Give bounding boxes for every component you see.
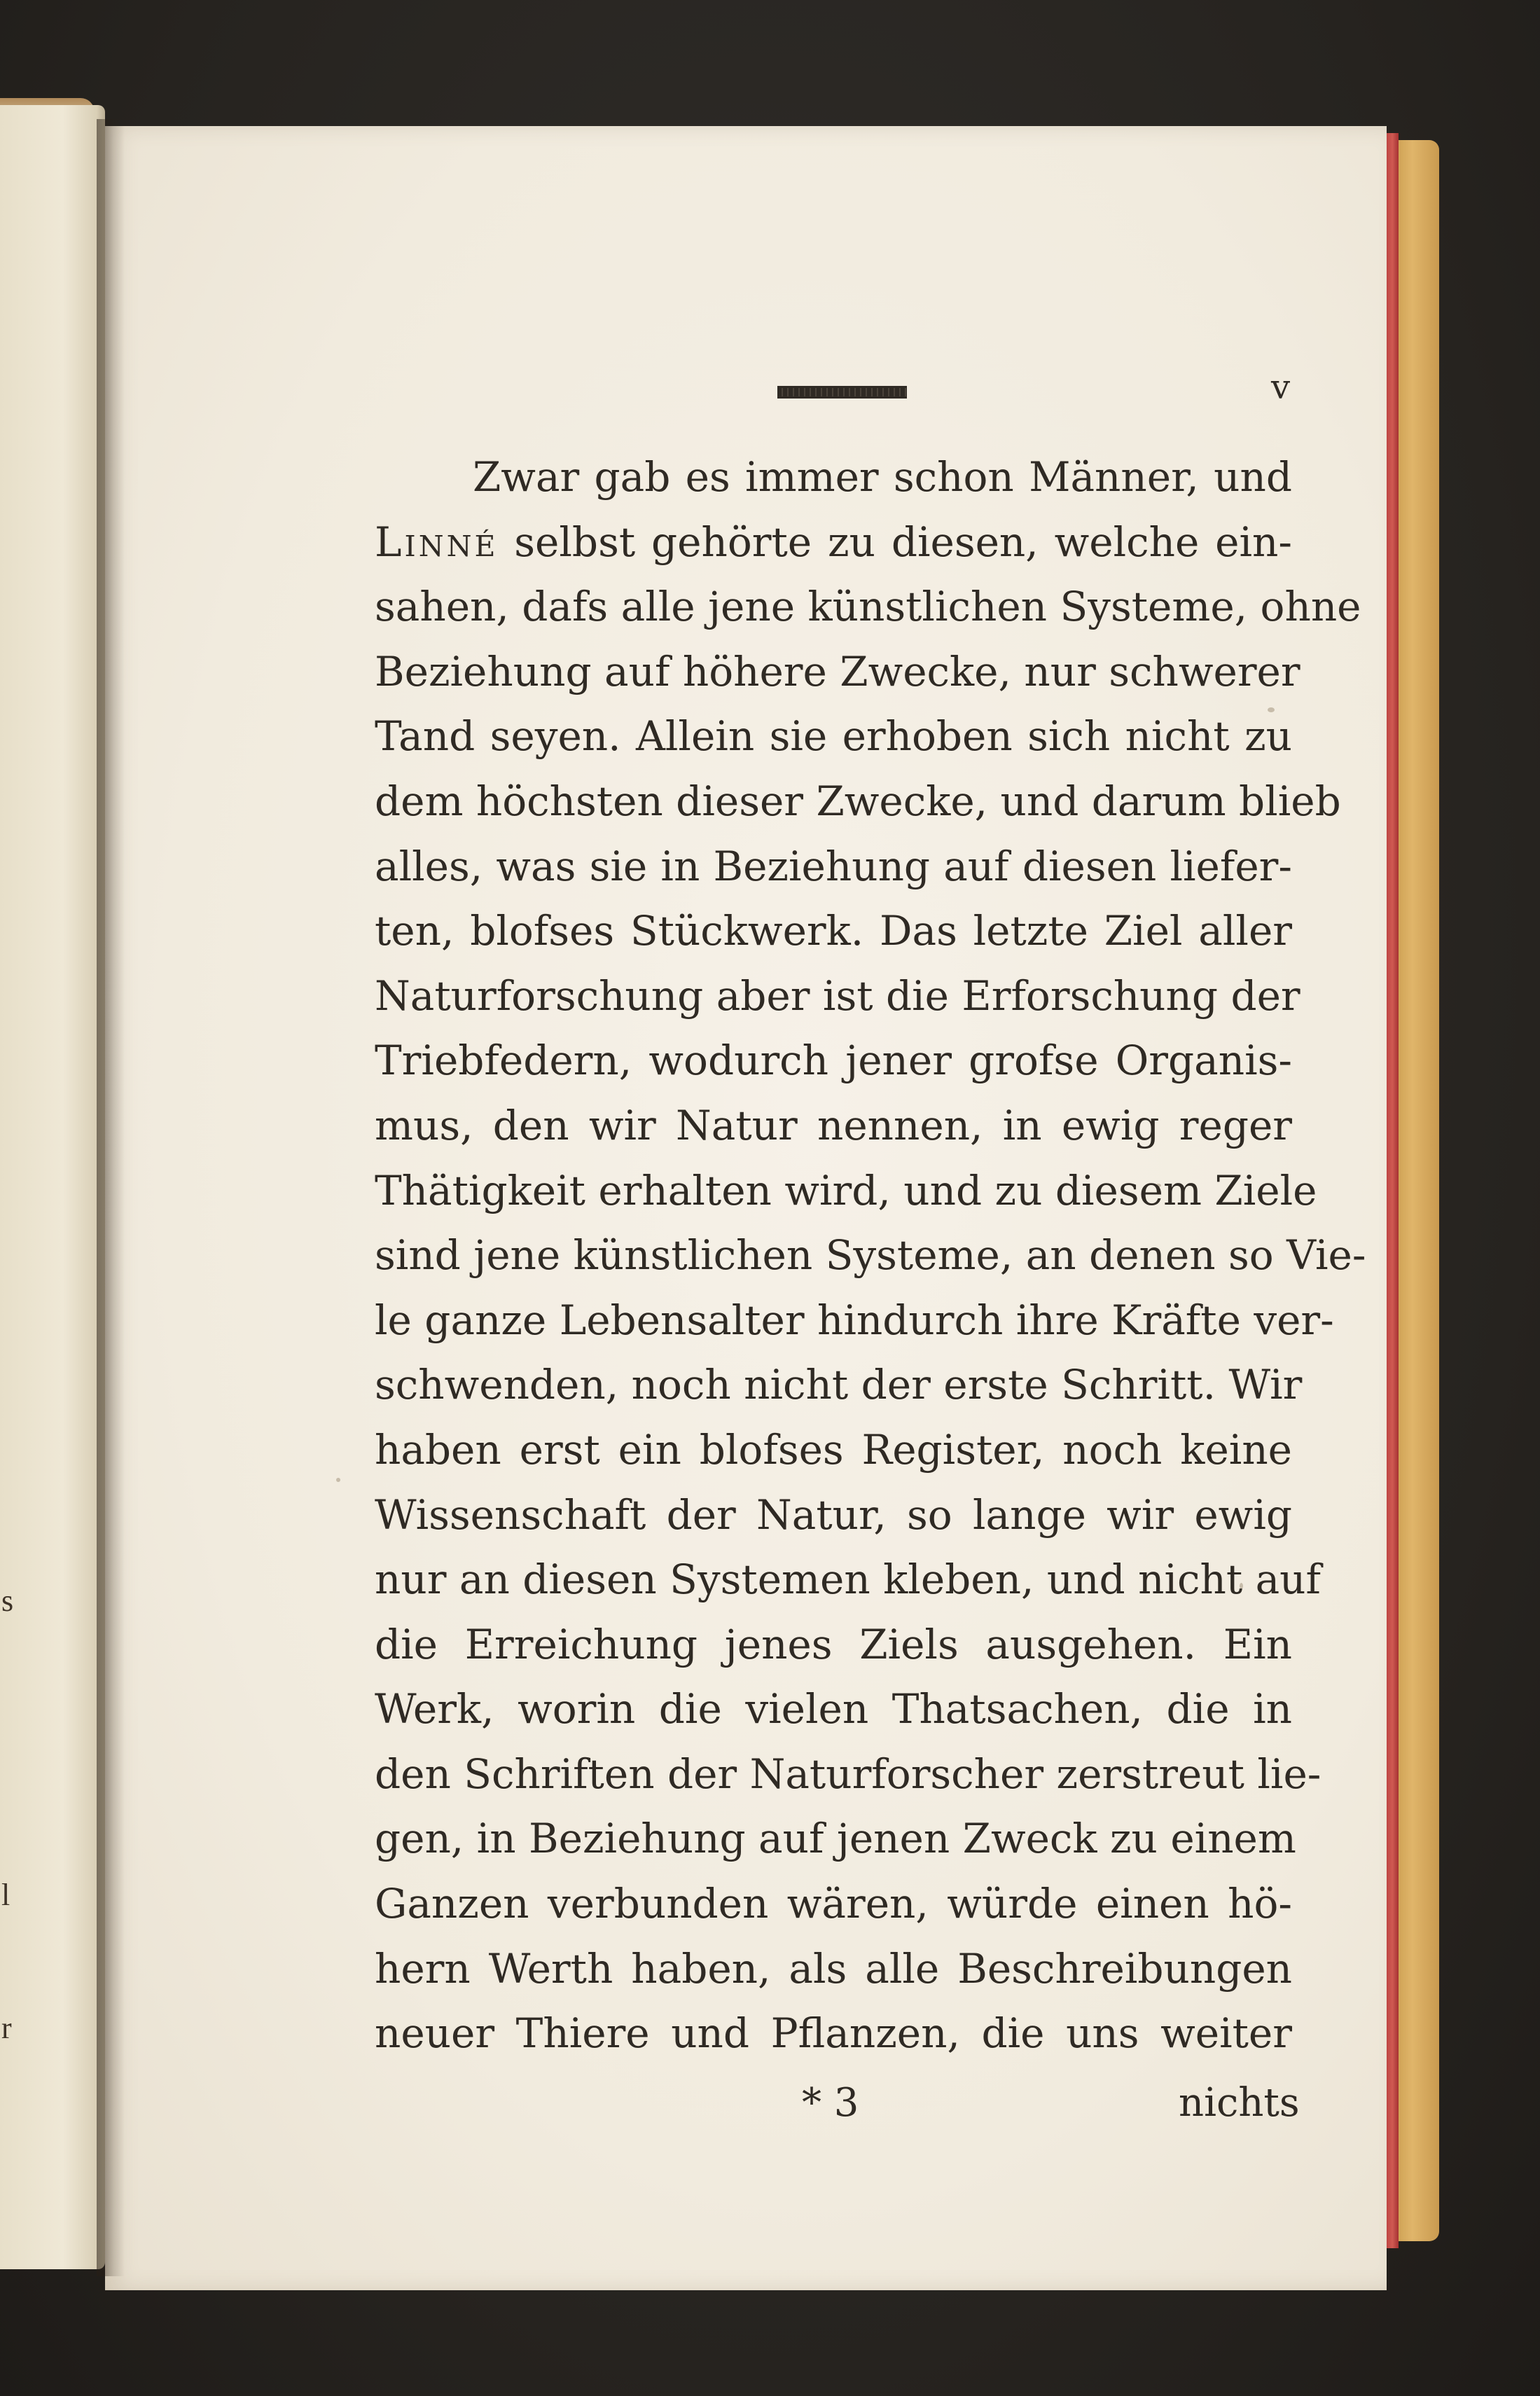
text-line: Ganzen verbunden wären, würde einen hö-: [375, 1880, 1292, 1928]
text-line: mus, den wir Natur nennen, in ewig reger: [375, 1101, 1292, 1149]
left-margin-letter: l: [1, 1878, 11, 1912]
text-line: [375, 510, 1292, 575]
text-line: sahen, dafs alle jene künstlichen Systeme, ohne: [375, 583, 1361, 631]
text-line: haben erst ein blofses Register, noch keine: [375, 1425, 1292, 1474]
text-line: Naturforschung aber ist die Erforschung der: [375, 971, 1300, 1020]
text-line: gen, in Beziehung auf jenen Zweck zu einem: [375, 1815, 1296, 1863]
text-line: Wissenschaft der Natur, so lange wir ewig: [375, 1490, 1292, 1539]
page-footer: [105, 2080, 1387, 2136]
signature-mark: * 3: [802, 2080, 859, 2126]
page-number: v: [1271, 368, 1291, 407]
left-margin-letter: r: [1, 2011, 12, 2045]
text-line: Beziehung auf höhere Zwecke, nur schwerer: [375, 647, 1300, 695]
small-caps-name: Linné: [375, 518, 499, 566]
gutter-shadow: [97, 119, 125, 2276]
text-line: Werk, worin die vielen Thatsachen, die in: [375, 1685, 1292, 1733]
body-text: [375, 445, 1366, 2066]
text-line: alles, was sie in Beziehung auf diesen liefer-: [375, 842, 1292, 890]
text-line: Triebfedern, wodurch jener grofse Organis-: [375, 1037, 1292, 1085]
header-ornament-rule: [777, 386, 907, 399]
right-page: [105, 126, 1387, 2290]
text-line: Zwar gab es immer schon Männer, und: [473, 453, 1292, 501]
text-line: Tand seyen. Allein sie erhoben sich nicht zu: [375, 712, 1292, 761]
text-line: sind jene künstlichen Systeme, an denen so Vie-: [375, 1231, 1366, 1280]
left-margin-letter: s: [1, 1584, 14, 1618]
text-line: le ganze Lebensalter hindurch ihre Kräfte ver-: [375, 1296, 1334, 1344]
paper-speckle: [336, 1478, 340, 1482]
text-line: Thätigkeit erhalten wird, und zu diesem Ziele: [375, 1166, 1317, 1214]
text-line: die Erreichung jenes Ziels ausgehen. Ein: [375, 1620, 1292, 1668]
text-line: den Schriften der Naturforscher zerstreut lie-: [375, 1750, 1322, 1798]
left-page-margin-letters: [0, 105, 28, 2269]
catchword: nichts: [1179, 2080, 1300, 2126]
text-line: schwenden, noch nicht der erste Schritt. Wir: [375, 1361, 1303, 1409]
text-line: ten, blofses Stückwerk. Das letzte Ziel aller: [375, 907, 1292, 955]
text-line: hern Werth haben, als alle Beschreibungen: [375, 1944, 1292, 1993]
text-line: nur an diesen Systemen kleben, und nicht auf: [375, 1556, 1321, 1604]
text-line: neuer Thiere und Pflanzen, die uns weiter: [375, 2009, 1292, 2058]
text-line: dem höchsten dieser Zwecke, und darum blieb: [375, 777, 1341, 825]
text-line-rest: selbst gehörte zu diesen, welche ein-: [514, 518, 1293, 566]
